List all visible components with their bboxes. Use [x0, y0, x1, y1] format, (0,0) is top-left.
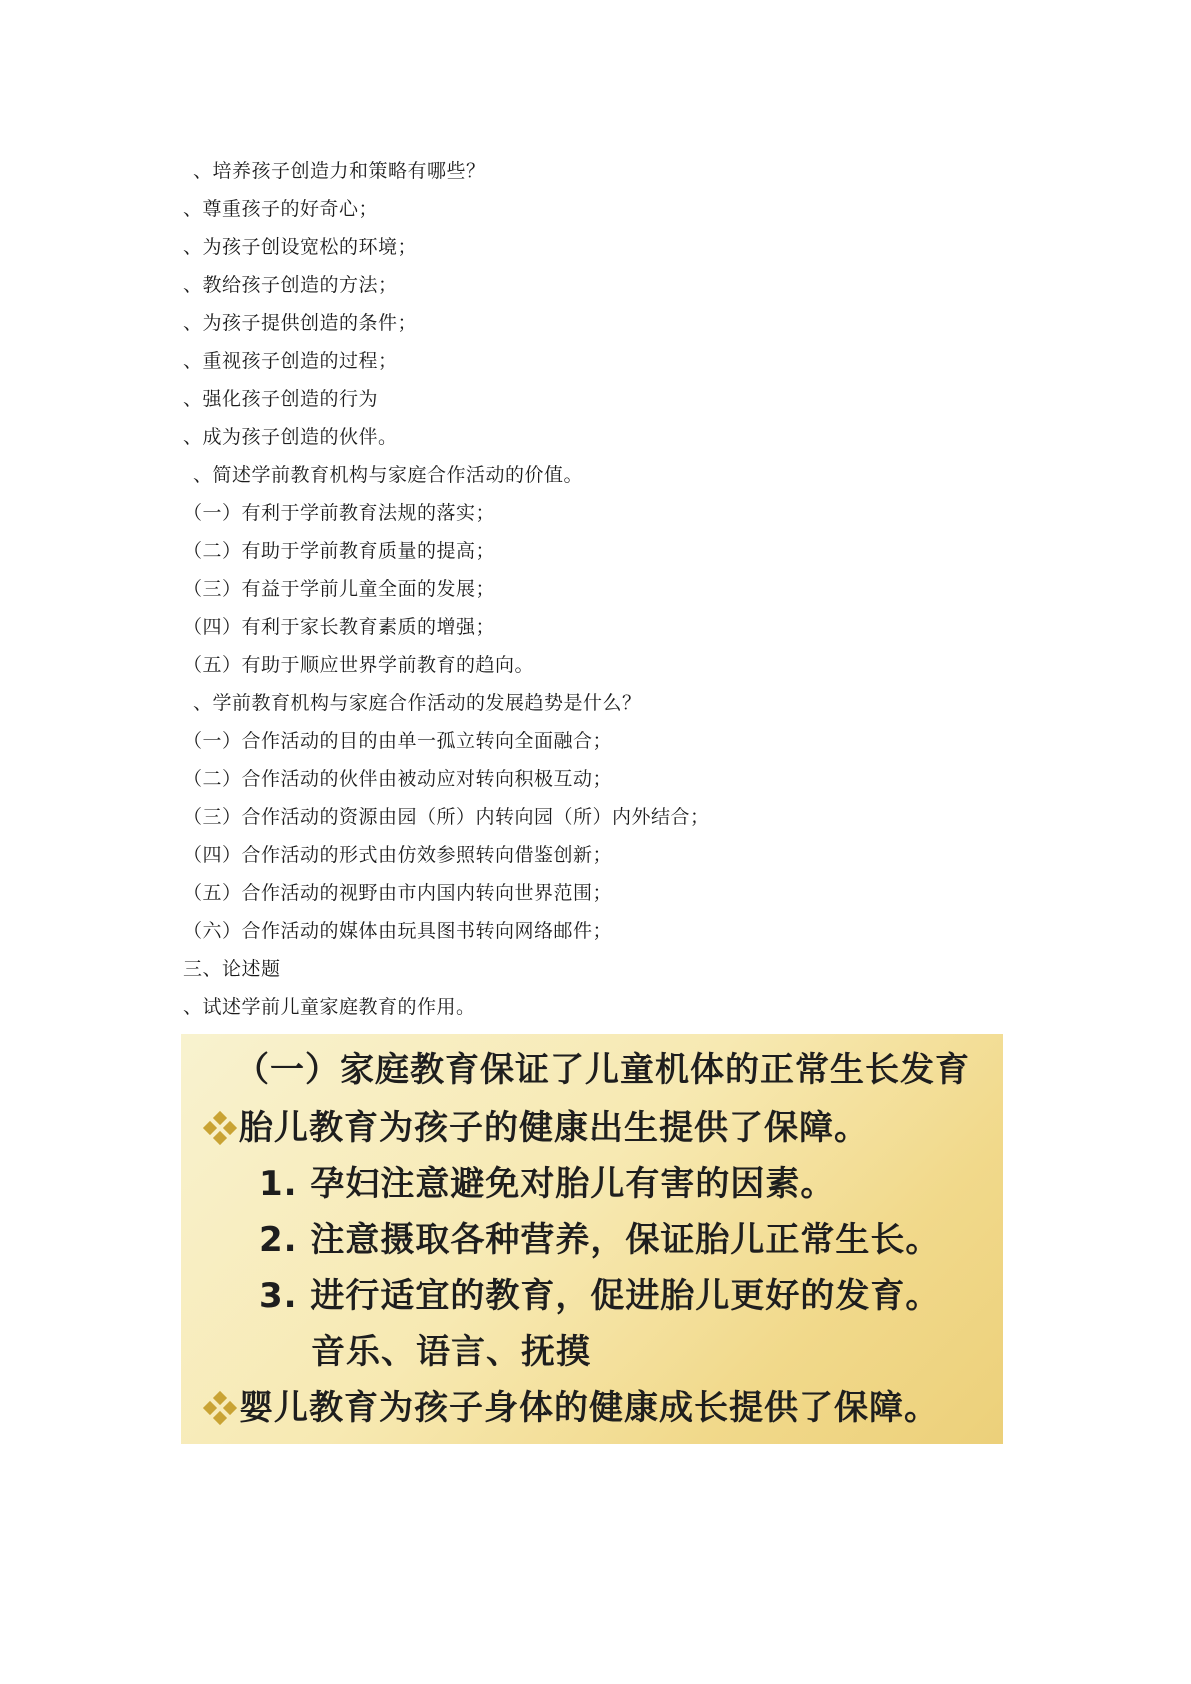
question-line: 、试述学前儿童家庭教育的作用。 — [183, 996, 476, 1018]
answer-line: （二）合作活动的伙伴由被动应对转向积极互动； — [183, 768, 613, 790]
slide-bullet-text: 胎儿教育为孩子的健康出生提供了保障。 — [239, 1108, 869, 1148]
slide-numbered-item: 3. 进行适宜的教育，促进胎儿更好的发育。 — [259, 1276, 941, 1316]
answer-line: 、为孩子创设宽松的环境； — [183, 236, 418, 258]
slide-title: （一）家庭教育保证了儿童机体的正常生长发育 — [235, 1050, 970, 1090]
question-line: 、学前教育机构与家庭合作活动的发展趋势是什么？ — [193, 692, 642, 714]
answer-line: 、成为孩子创造的伙伴。 — [183, 426, 398, 448]
answer-line: 、强化孩子创造的行为 — [183, 388, 379, 410]
answer-line: （二）有助于学前教育质量的提高； — [183, 540, 496, 562]
slide-numbered-item: 1. 孕妇注意避免对胎儿有害的因素。 — [259, 1164, 836, 1204]
answer-line: （四）合作活动的形式由仿效参照转向借鉴创新； — [183, 844, 613, 866]
answer-line: （六）合作活动的媒体由玩具图书转向网络邮件； — [183, 920, 613, 942]
answer-line: 、教给孩子创造的方法； — [183, 274, 398, 296]
slide-numbered-item: 2. 注意摄取各种营养，保证胎儿正常生长。 — [259, 1220, 941, 1260]
slide-bullet — [205, 1386, 939, 1430]
answer-line: （四）有利于家长教育素质的增强； — [183, 616, 496, 638]
slide-bullet — [205, 1106, 869, 1150]
answer-line: （一）有利于学前教育法规的落实； — [183, 502, 496, 524]
answer-line: 、重视孩子创造的过程； — [183, 350, 398, 372]
question-line: 、简述学前教育机构与家庭合作活动的价值。 — [193, 464, 584, 486]
answer-line: 、为孩子提供创造的条件； — [183, 312, 418, 334]
answer-line: （五）合作活动的视野由市内国内转向世界范围； — [183, 882, 613, 904]
answer-line: （三）合作活动的资源由园（所）内转向园（所）内外结合； — [183, 806, 710, 828]
document-text — [183, 152, 1003, 1026]
four-diamond-bullet-icon — [205, 1393, 235, 1423]
answer-line: （五）有助于顺应世界学前教育的趋向。 — [183, 654, 535, 676]
question-line: 、培养孩子创造力和策略有哪些？ — [193, 160, 486, 182]
four-diamond-bullet-icon — [205, 1113, 235, 1143]
answer-line: 、尊重孩子的好奇心； — [183, 198, 379, 220]
embedded-slide-image — [181, 1034, 1003, 1444]
answer-line: （一）合作活动的目的由单一孤立转向全面融合； — [183, 730, 613, 752]
section-heading: 三、论述题 — [183, 958, 281, 980]
slide-sub-item: 音乐、语言、抚摸 — [311, 1332, 591, 1372]
slide-bullet-text: 婴儿教育为孩子身体的健康成长提供了保障。 — [239, 1388, 939, 1428]
answer-line: （三）有益于学前儿童全面的发展； — [183, 578, 496, 600]
